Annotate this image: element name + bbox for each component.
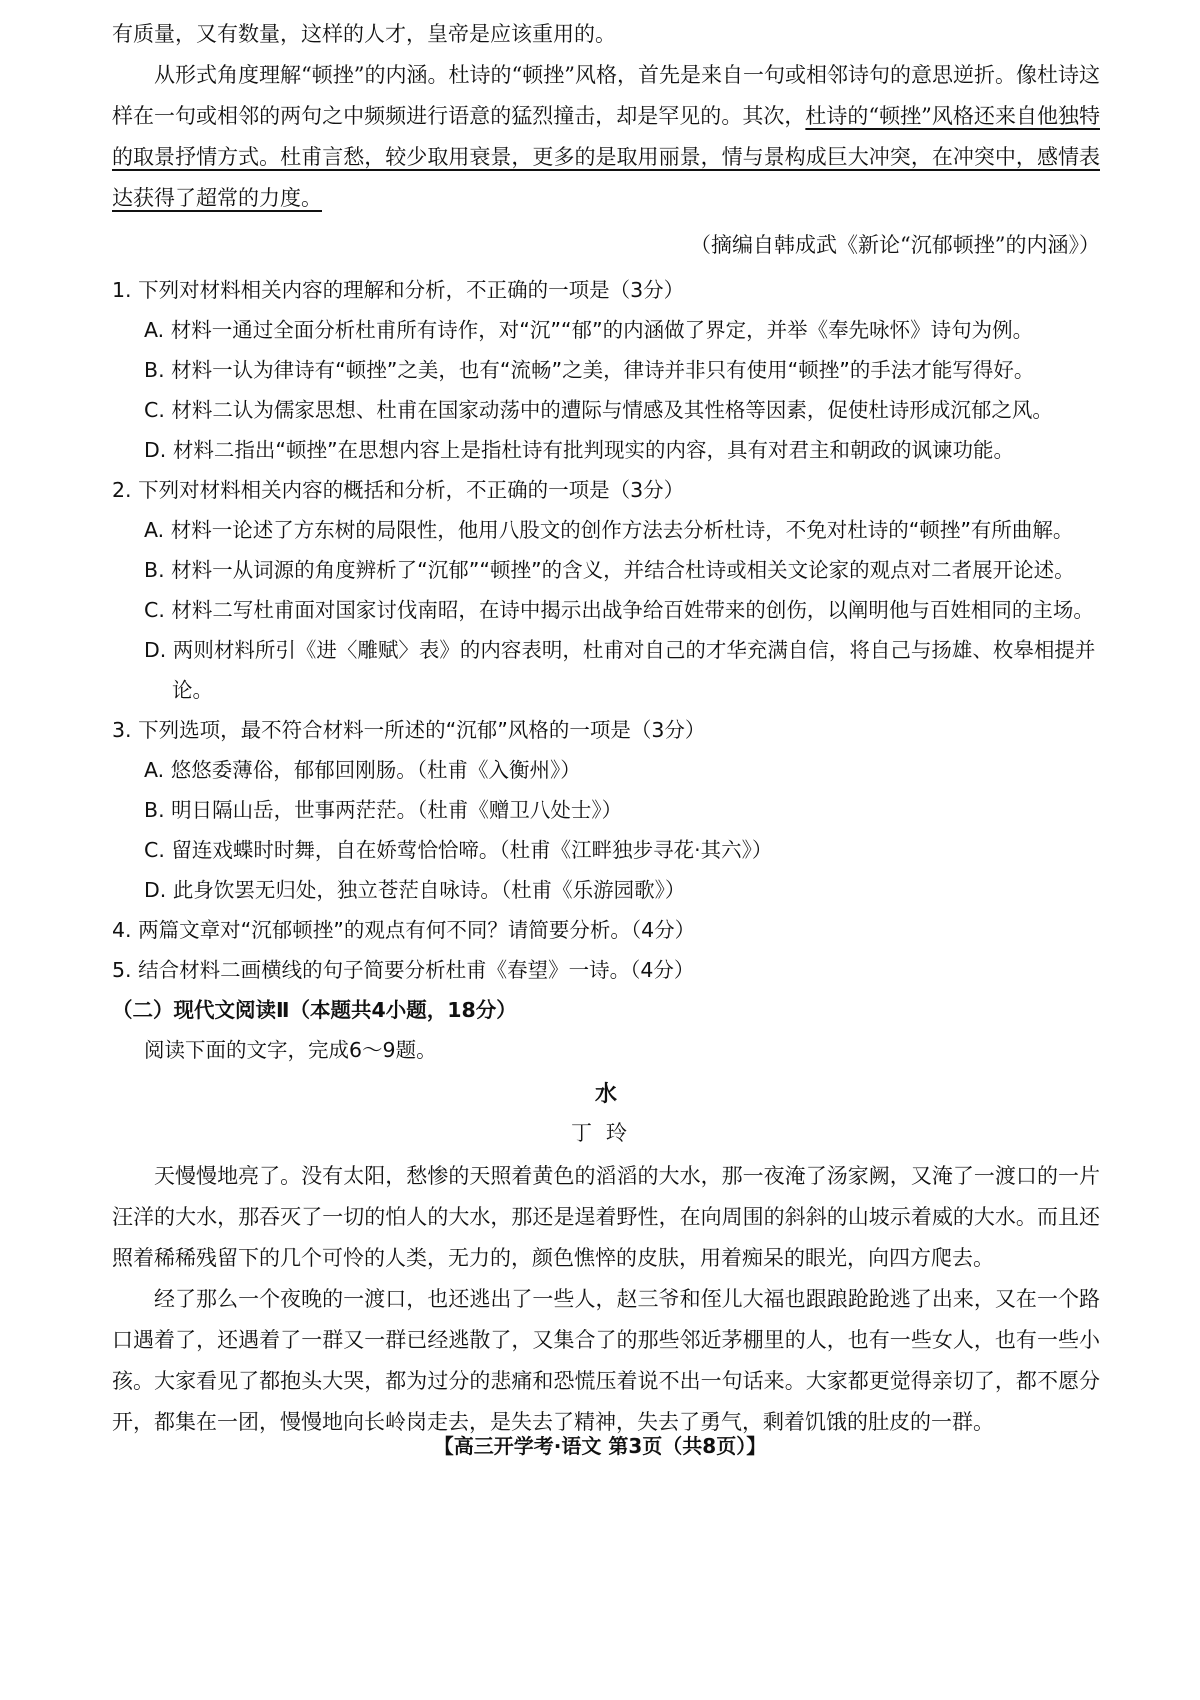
carryover-line: 有质量，又有数量，这样的人才，皇帝是应该重用的。 <box>112 22 616 46</box>
option-a: A. 材料一通过全面分析杜甫所有诗作，对“沉”“郁”的内涵做了界定，并举《奉先咏怀》诗句为例。 <box>144 318 1034 342</box>
question-5: 5. 结合材料二画横线的句子简要分析杜甫《春望》一诗。（4分） <box>112 958 695 982</box>
page-footer: 【高三开学考·语文 第3页（共8页）】 <box>433 1434 767 1458</box>
question-stem: 1. 下列对材料相关内容的理解和分析，不正确的一项是（3分） <box>112 278 685 302</box>
option-c: C. 留连戏蝶时时舞，自在娇莺恰恰啼。（杜甫《江畔独步寻花·其六》） <box>144 838 773 862</box>
option-b: B. 材料一认为律诗有“顿挫”之美，也有“流畅”之美，律诗并非只有使用“顿挫”的手法才能写得好。 <box>144 358 1035 382</box>
option-c: C. 材料二认为儒家思想、杜甫在国家动荡中的遭际与情感及其性格等因素，促使杜诗形成沉郁之风。 <box>144 398 1053 422</box>
question-stem: 2. 下列对材料相关内容的概括和分析，不正确的一项是（3分） <box>112 478 685 502</box>
question-4: 4. 两篇文章对“沉郁顿挫”的观点有何不同？请简要分析。（4分） <box>112 918 696 942</box>
option-b: B. 明日隔山岳，世事两茫茫。（杜甫《赠卫八处士》） <box>144 798 623 822</box>
source-citation: （摘编自韩成武《新论“沉郁顿挫”的内涵》） <box>690 233 1100 257</box>
question-stem: 3. 下列选项，最不符合材料一所述的“沉郁”风格的一项是（3分） <box>112 718 706 742</box>
option-a: A. 悠悠委薄俗，郁郁回刚肠。（杜甫《入衡州》） <box>144 758 581 782</box>
section-heading: （二）现代文阅读Ⅱ（本题共4小题，18分） <box>112 998 517 1022</box>
question-2 <box>112 470 1100 710</box>
story-title: 水 <box>594 1081 617 1107</box>
question-3 <box>112 710 1100 910</box>
story-paragraph: 天慢慢地亮了。没有太阳，愁惨的天照着黄色的滔滔的大水，那一夜淹了汤家阙，又淹了一渡口的一片汪洋的大水，那吞灭了一切的怕人的大水，那还是逞着野性，在向周围的斜斜的山坡示着威的大水。而且还照着稀稀残留下的几个可怜的人类，无力的，颜色憔悴的皮肤，用着痴呆的眼光，向四方爬去。 <box>112 1164 1100 1270</box>
option-d: D. 此身饮罢无归处，独立苍茫自咏诗。（杜甫《乐游园歌》） <box>144 878 686 902</box>
option-d: D. 材料二指出“顿挫”在思想内容上是指杜诗有批判现实的内容，具有对君主和朝政的讽谏功能。 <box>144 438 1015 462</box>
question-1 <box>112 270 1100 470</box>
story-paragraph: 经了那么一个夜晚的一渡口，也还逃出了一些人，赵三爷和侄儿大福也跟踉跄跄逃了出来，又在一个路口遇着了，还遇着了一群又一群已经逃散了，又集合了的那些邻近茅棚里的人，也有一些女人，也有一些小孩。大家看见了都抱头大哭，都为过分的悲痛和恐慌压着说不出一句话来。大家都更觉得亲切了，都不愿分开，都集在一团，慢慢地向长岭岗走去，是失去了精神，失去了勇气，剩着饥饿的肚皮的一群。 <box>112 1287 1100 1434</box>
option-a: A. 材料一论述了方东树的局限性，他用八股文的创作方法去分析杜诗，不免对杜诗的“顿挫”有所曲解。 <box>144 518 1074 542</box>
material2-paragraph <box>112 55 1100 219</box>
story-author: 丁玲 <box>571 1121 641 1145</box>
option-b: B. 材料一从词源的角度辨析了“沉郁”“顿挫”的含义，并结合杜诗或相关文论家的观点对二者展开论述。 <box>144 558 1075 582</box>
option-c: C. 材料二写杜甫面对国家讨伐南昭，在诗中揭示出战争给百姓带来的创伤，以阐明他与百姓相同的主场。 <box>144 598 1094 622</box>
underlined-sentence: 杜诗的“顿挫”风格还来自他独特的取景抒情方式。杜甫言愁，较少取用衰景，更多的是取用丽景，情与景构成巨大冲突，在冲突中，感情表达获得了超常的力度。 <box>112 104 1100 210</box>
option-d: D. 两则材料所引《进〈雕赋〉表》的内容表明，杜甫对自己的才华充满自信，将自己与扬雄、枚皋相提并论。 <box>144 638 1096 702</box>
section-instruction: 阅读下面的文字，完成6～9题。 <box>144 1038 437 1062</box>
paragraph-text: 从形式角度理解“顿挫”的内涵。杜诗的“顿挫”风格，首先是来自一句或相邻诗句的意思逆折。像杜诗这样在一句或相邻的两句之中频频进行语意的猛烈撞击，却是罕见的。其次， <box>112 63 1100 128</box>
